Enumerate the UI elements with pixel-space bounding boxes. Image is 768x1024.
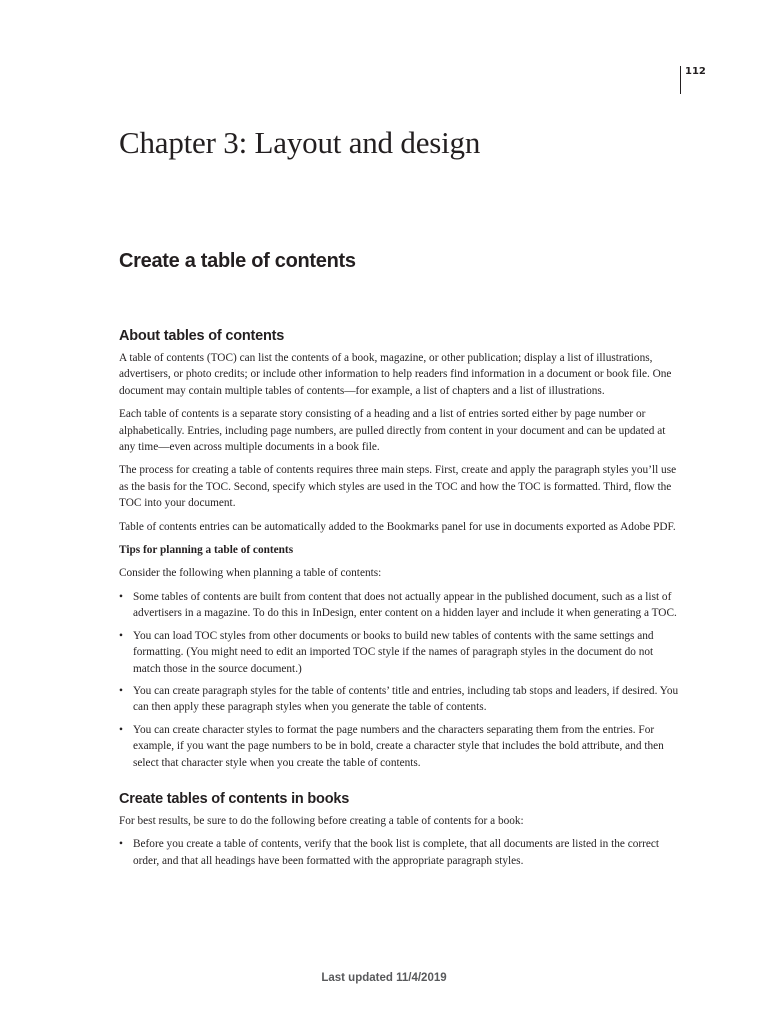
list-item — [119, 628, 679, 677]
bullet: • — [119, 629, 123, 642]
footer-last-updated: Last updated 11/4/2019 — [321, 972, 447, 984]
header-rule — [680, 66, 681, 94]
books-heading: Create tables of contents in books — [119, 790, 350, 807]
list-item-text: You can create character styles to format the page numbers and the characters separating them from the entries. For example, if you want the page numbers to be in bold, create a character style that includes the bold attribute, and then select that character style when you create the table of contents. — [133, 723, 664, 769]
list-item-text: Before you create a table of contents, verify that the book list is complete, that all documents are listed in the correct order, and that all headings have been formatted with the appropriate paragraph styles. — [133, 838, 660, 867]
about-paragraph-4: Table of contents entries can be automatically added to the Bookmarks panel for use in documents exported as Adobe PDF. — [119, 520, 676, 533]
tips-intro: Consider the following when planning a table of contents: — [119, 567, 382, 580]
books-intro: For best results, be sure to do the following before creating a table of contents for a book: — [119, 814, 524, 827]
list-item — [119, 722, 679, 771]
about-heading: About tables of contents — [119, 328, 285, 344]
page-number: 112 — [685, 66, 706, 77]
about-paragraph-2: Each table of contents is a separate story consisting of a heading and a list of entries sorted either by page number or alphabetically. Entries, including page numbers, are pulled directly from content in your document and can be updated at any time—even across multiple documents in a book file. — [119, 408, 666, 454]
about-paragraph-3: The process for creating a table of contents requires three main steps. First, create and apply the paragraph styles you’ll use as the basis for the TOC. Second, specify which styles are used in the TOC and how the TOC is formatted. Third, flow the TOC into your document. — [119, 464, 677, 510]
bullet: • — [119, 684, 123, 697]
tips-heading: Tips for planning a table of contents — [119, 544, 294, 557]
section-title: Create a table of contents — [119, 250, 356, 272]
bullet: • — [119, 838, 123, 851]
chapter-title: Chapter 3: Layout and design — [119, 125, 481, 160]
list-item — [119, 836, 679, 869]
list-item-text: You can load TOC styles from other documents or books to build new tables of contents with the same settings and formatting. (You might need to edit an imported TOC style if the names of paragraph styles in the document do not match those in the source document.) — [133, 629, 654, 675]
tips-list — [119, 589, 679, 771]
list-item-text: You can create paragraph styles for the table of contents’ title and entries, including tab stops and leaders, if desired. You can then apply these paragraph styles when you generate the table of contents. — [133, 684, 679, 714]
bullet: • — [119, 590, 123, 603]
page-content — [119, 326, 679, 875]
list-item — [119, 683, 679, 716]
books-list — [119, 836, 679, 869]
list-item — [119, 589, 679, 622]
bullet: • — [119, 723, 123, 736]
list-item-text: Some tables of contents are built from content that does not actually appear in the published document, such as a list of advertisers in a magazine. To do this in InDesign, enter content on a hidden layer and include it when generating a TOC. — [133, 590, 677, 620]
about-paragraph-1: A table of contents (TOC) can list the contents of a book, magazine, or other publication; display a list of illustrations, advertisers, or photo credits; or include other information to help readers find information in a document or book file. One document may contain multiple tables of contents—for example, a list of chapters and a list of illustrations. — [119, 352, 672, 397]
